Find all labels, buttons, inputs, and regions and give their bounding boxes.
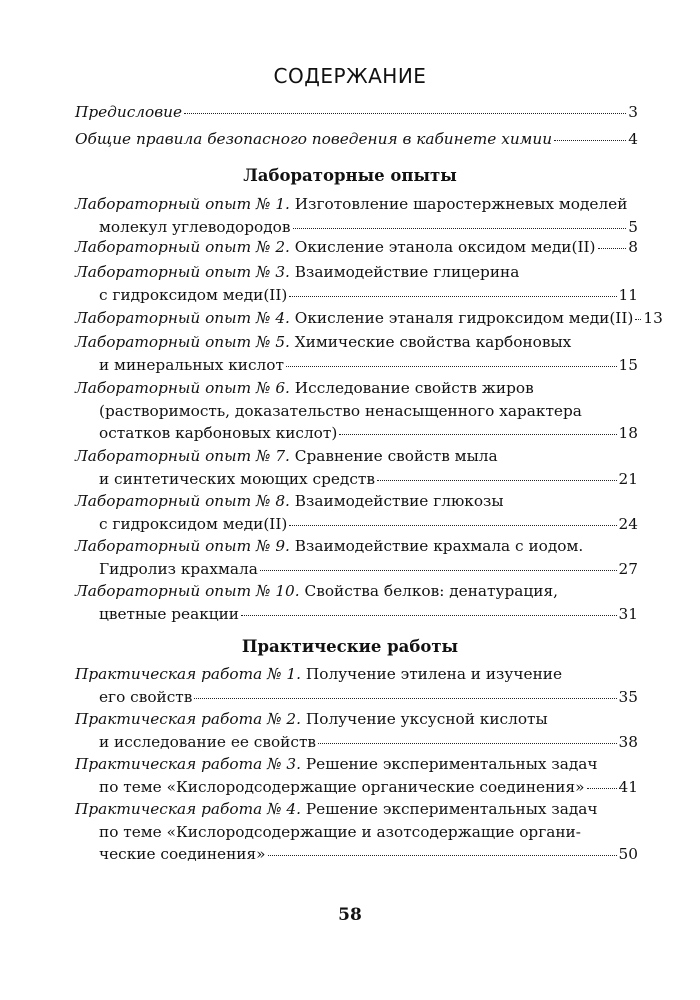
dot-leader	[194, 697, 616, 699]
entry-text: Химические свойства карбоновых	[294, 333, 572, 351]
entry-text: и минеральных кислот	[99, 355, 284, 374]
entry-page: 5	[628, 217, 638, 236]
dot-leader	[587, 787, 617, 789]
entry-lead: Лабораторный опыт № 5.	[75, 333, 290, 351]
section-heading-labs: Лабораторные опыты	[243, 166, 457, 185]
entry-text: Сравнение свойств мыла	[294, 447, 498, 465]
toc-entry-lab-8	[75, 490, 638, 535]
toc-entry-lab-5	[75, 331, 638, 376]
entry-lead: Лабораторный опыт № 1.	[75, 195, 290, 213]
entry-text: с гидроксидом меди(II)	[99, 285, 288, 304]
dot-leader	[318, 742, 617, 744]
entry-text: остатков карбоновых кислот)	[99, 424, 338, 443]
entry-page: 38	[618, 732, 638, 751]
dot-leader	[377, 479, 617, 481]
dot-leader	[184, 112, 626, 114]
entry-text: Окисление этанола оксидом меди(II)	[294, 238, 596, 256]
page-title: СОДЕРЖАНИЕ	[273, 64, 427, 88]
entry-text: (растворимость, доказательство ненасыщенного характера	[99, 401, 582, 420]
entry-lead: Лабораторный опыт № 6.	[75, 379, 290, 397]
entry-text: его свойств	[99, 687, 193, 706]
entry-page: 41	[618, 777, 638, 796]
entry-text: Гидролиз крахмала	[99, 559, 258, 578]
entry-text: Исследование свойств жиров	[294, 379, 534, 397]
dot-leader	[260, 569, 617, 571]
entry-page: 3	[628, 103, 638, 121]
entry-text: Получение уксусной кислоты	[305, 710, 548, 728]
entry-text: Взаимодействие глюкозы	[294, 492, 504, 510]
entry-text: цветные реакции	[99, 604, 240, 623]
entry-text: Окисление этаналя гидроксидом меди(II)	[294, 309, 634, 327]
dot-leader	[289, 524, 616, 526]
dot-leader	[598, 247, 627, 249]
entry-page: 27	[618, 559, 638, 578]
dot-leader	[241, 614, 617, 616]
entry-lead: Практическая работа № 4.	[75, 800, 302, 818]
entry-lead: Практическая работа № 3.	[75, 755, 302, 773]
entry-text: Решение экспериментальных задач	[305, 755, 598, 773]
entry-lead: Лабораторный опыт № 9.	[75, 537, 290, 555]
toc-entry-practice-1	[75, 663, 638, 708]
page-number: 58	[338, 905, 362, 925]
toc-entry-practice-3	[75, 753, 638, 798]
toc-entry-practice-4	[75, 798, 638, 866]
entry-page: 50	[618, 845, 638, 864]
entry-text: по теме «Кислородсодержащие органические соединения»	[99, 777, 585, 796]
toc-entry-lab-3	[75, 261, 638, 306]
entry-lead: Лабораторный опыт № 2.	[75, 238, 290, 256]
dot-leader	[289, 295, 616, 297]
entry-page: 15	[618, 355, 638, 374]
dot-leader	[293, 227, 627, 229]
entry-page: 24	[618, 514, 638, 533]
entry-title: Общие правила безопасного поведения в кабинете химии	[75, 130, 553, 148]
entry-text: ческие соединения»	[99, 845, 266, 864]
dot-leader	[635, 318, 641, 320]
toc-entry-lab-2	[75, 236, 638, 259]
toc-entry-lab-10	[75, 580, 638, 625]
entry-text: и исследование ее свойств	[99, 732, 317, 751]
entry-text: и синтетических моющих средств	[99, 469, 375, 488]
entry-page: 18	[618, 424, 638, 443]
toc-entry-safety-rules	[75, 128, 638, 151]
toc-entry-lab-6	[75, 377, 638, 445]
entry-lead: Практическая работа № 1.	[75, 665, 302, 683]
dot-leader	[268, 854, 617, 856]
entry-page: 13	[643, 309, 663, 327]
entry-text: Изготовление шаростержневых моделей	[294, 195, 628, 213]
entry-lead: Практическая работа № 2.	[75, 710, 302, 728]
entry-page: 11	[618, 285, 638, 304]
toc-entry-practice-2	[75, 708, 638, 753]
dot-leader	[286, 365, 617, 367]
entry-lead: Лабораторный опыт № 10.	[75, 582, 300, 600]
entry-page: 8	[628, 238, 638, 256]
entry-text: по теме «Кислородсодержащие и азотсодержащие органи-	[99, 822, 581, 841]
toc-entry-lab-7	[75, 445, 638, 490]
toc-entry-lab-1	[75, 193, 638, 238]
entry-lead: Лабораторный опыт № 7.	[75, 447, 290, 465]
toc-entry-lab-9	[75, 535, 638, 580]
entry-lead: Лабораторный опыт № 4.	[75, 309, 290, 327]
toc-entry-preface	[75, 101, 638, 124]
entry-text: Взаимодействие крахмала с иодом.	[294, 537, 584, 555]
entry-lead: Лабораторный опыт № 8.	[75, 492, 290, 510]
entry-text: Взаимодействие глицерина	[294, 263, 520, 281]
entry-lead: Лабораторный опыт № 3.	[75, 263, 290, 281]
entry-page: 21	[618, 469, 638, 488]
dot-leader	[339, 433, 616, 435]
toc-entry-lab-4	[75, 307, 663, 330]
section-heading-practice: Практические работы	[241, 637, 459, 656]
entry-page: 31	[618, 604, 638, 623]
entry-text: Решение экспериментальных задач	[305, 800, 598, 818]
entry-text: Свойства белков: денатурация,	[304, 582, 558, 600]
entry-title: Предисловие	[75, 103, 183, 121]
entry-page: 35	[618, 687, 638, 706]
entry-text: Получение этилена и изучение	[305, 665, 563, 683]
entry-page: 4	[628, 130, 638, 148]
entry-text: с гидроксидом меди(II)	[99, 514, 288, 533]
entry-text: молекул углеводородов	[99, 217, 291, 236]
dot-leader	[554, 139, 626, 141]
